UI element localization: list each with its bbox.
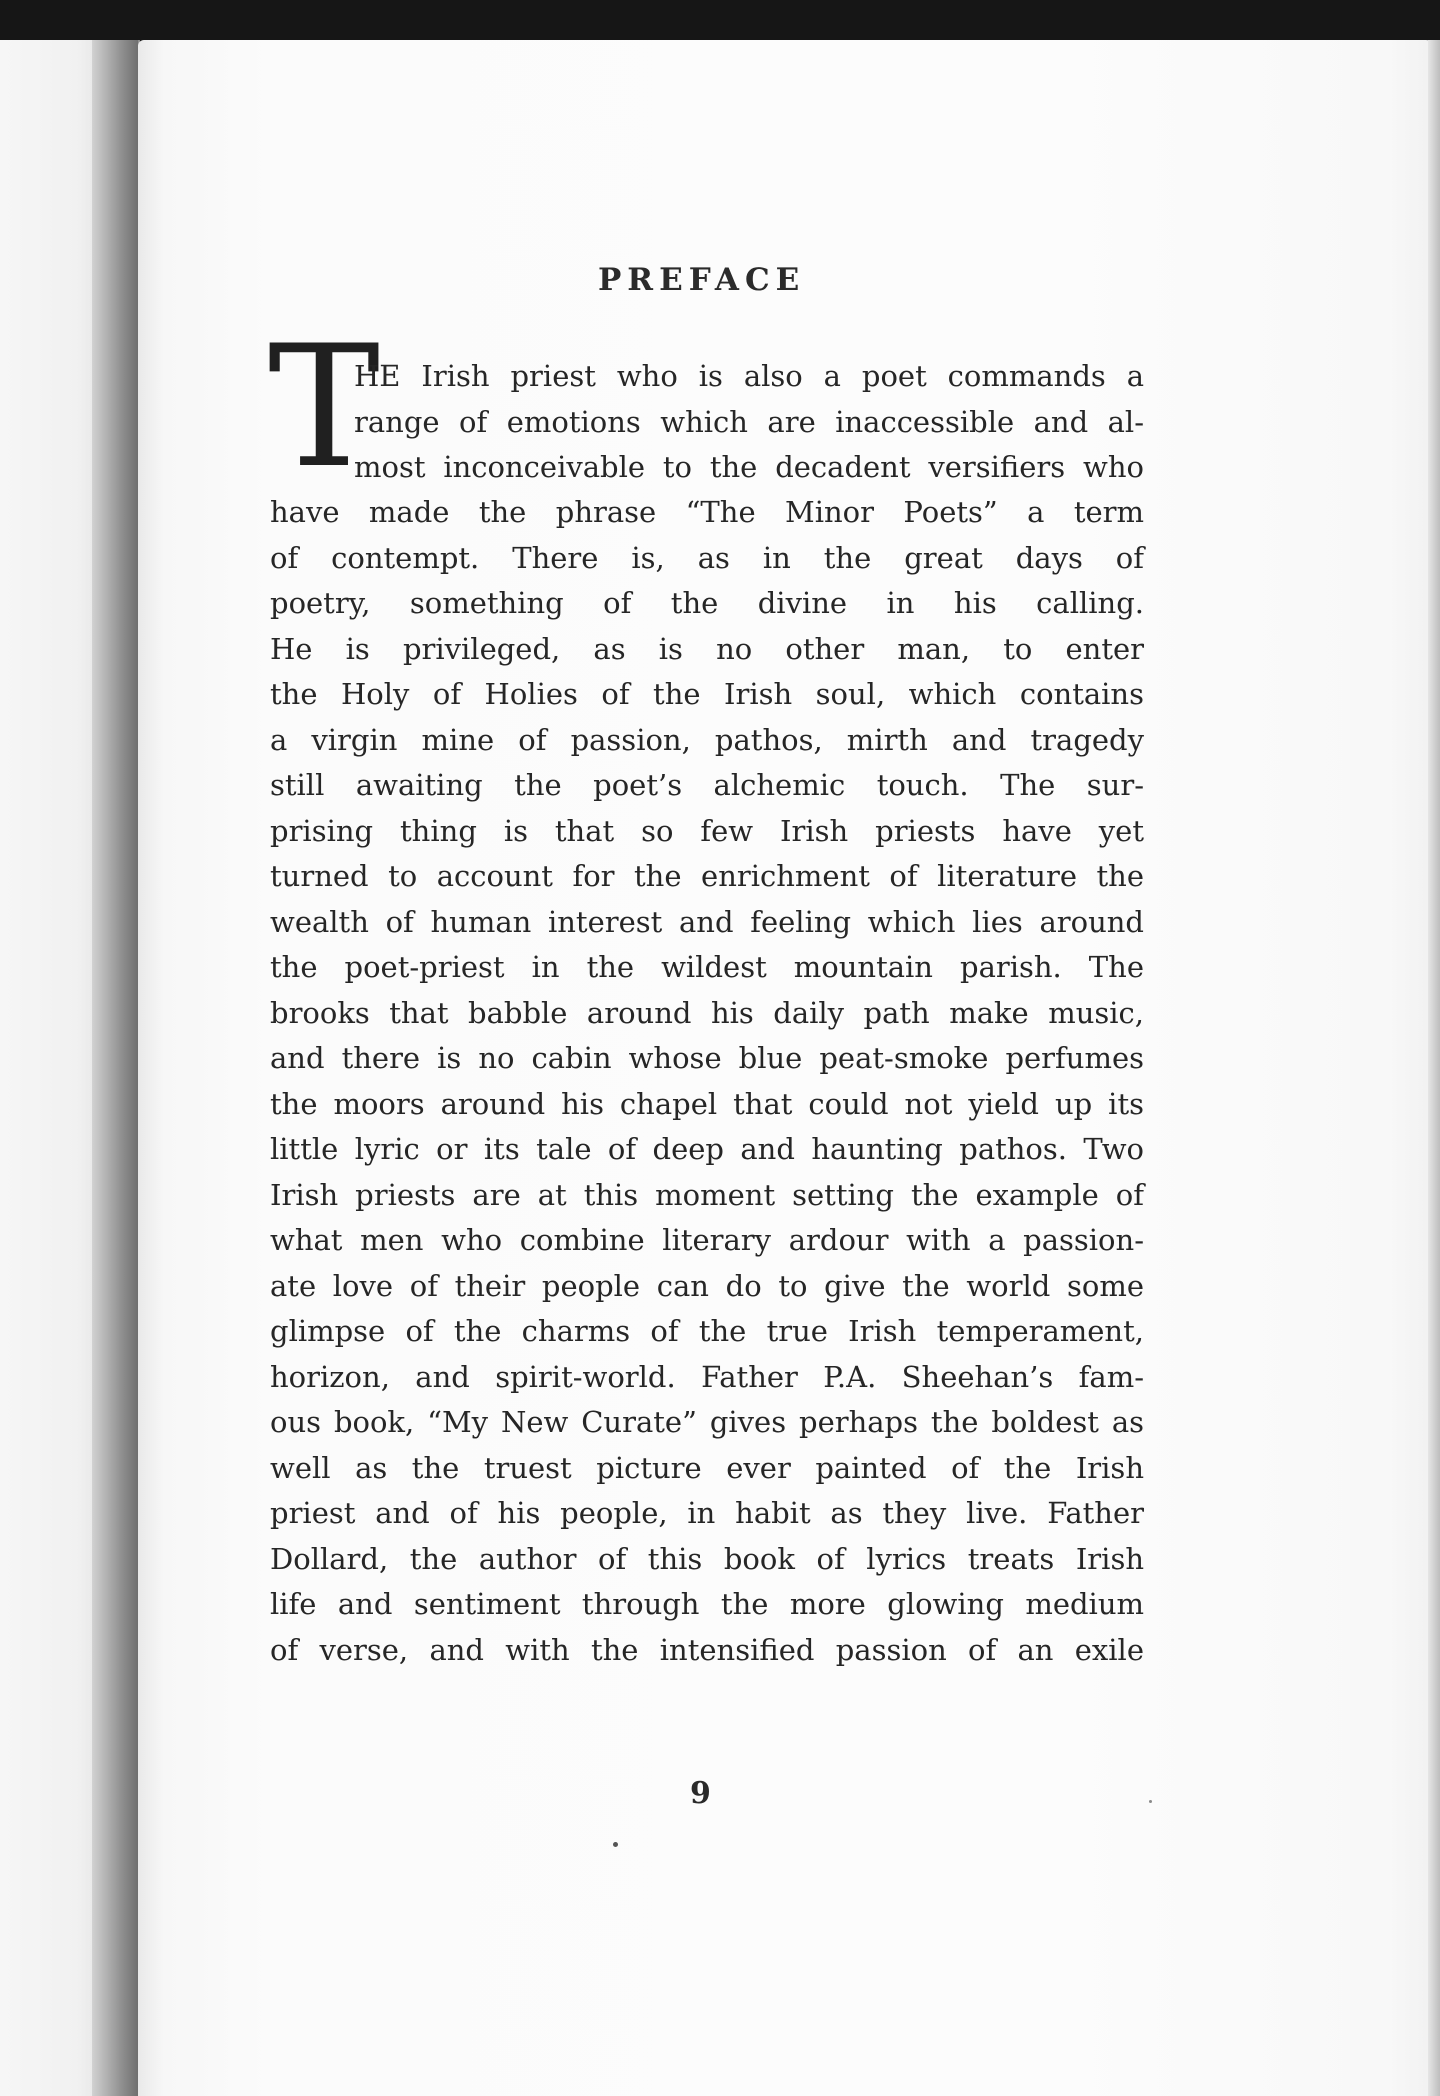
text-line: still awaiting the poet’s alchemic touch. The sur- [270, 768, 1144, 802]
text-line: brooks that babble around his daily path make music, [270, 995, 1144, 1030]
text-line: horizon, and spirit-world. Father P.A. Sheehan’s fam- [270, 1359, 1144, 1394]
text-line: well as the truest picture ever painted of the Irish [270, 1450, 1144, 1485]
text-line: what men who combine literary ardour with a passion- [270, 1223, 1144, 1257]
text-line: range of emotions which are inaccessible and al- [354, 404, 1144, 439]
scan-top-border [0, 0, 1440, 44]
text-line: little lyric or its tale of deep and haunting pathos. Two [270, 1132, 1144, 1166]
chapter-heading: PREFACE [598, 262, 806, 298]
text-line: He is privileged, as is no other man, to enter [270, 631, 1144, 666]
text-line: glimpse of the charms of the true Irish temperament, [270, 1314, 1144, 1348]
preface-body-text [270, 490, 1144, 1673]
text-line: Dollard, the author of this book of lyrics treats Irish [270, 1541, 1144, 1576]
text-line: ate love of their people can do to give the world some [270, 1268, 1144, 1303]
text-line: Irish priests are at this moment setting the example of [270, 1177, 1144, 1212]
dust-speck [1149, 1800, 1152, 1803]
text-line: of contempt. There is, as in the great days of [270, 540, 1144, 575]
dust-speck [613, 1842, 618, 1847]
book-gutter-shadow [92, 40, 138, 2096]
text-line: most inconceivable to the decadent versifiers who [354, 450, 1144, 484]
text-line: life and sentiment through the more glowing medium [270, 1587, 1144, 1621]
text-line: poetry, something of the divine in his calling. [270, 586, 1144, 620]
text-line: the moors around his chapel that could not yield up its [270, 1086, 1144, 1121]
text-line: have made the phrase “The Minor Poets” a term [270, 495, 1144, 529]
right-page-edge [1428, 40, 1440, 2096]
text-line: and there is no cabin whose blue peat-smoke perfumes [270, 1041, 1144, 1075]
text-line: turned to account for the enrichment of literature the [270, 859, 1144, 893]
text-line: priest and of his people, in habit as they live. Father [270, 1496, 1144, 1530]
drop-cap: T [268, 309, 381, 505]
text-line: a virgin mine of passion, pathos, mirth and tragedy [270, 722, 1144, 757]
text-line: the Holy of Holies of the Irish soul, which contains [270, 677, 1144, 711]
page-number: 9 [690, 1776, 711, 1811]
text-line: ous book, “My New Curate” gives perhaps the boldest as [270, 1405, 1144, 1439]
text-line: of verse, and with the intensified passion of an exile [270, 1632, 1144, 1667]
text-line: prising thing is that so few Irish priests have yet [270, 813, 1144, 848]
text-line: the poet-priest in the wildest mountain parish. The [270, 950, 1144, 984]
text-line: HE Irish priest who is also a poet commands a [354, 359, 1144, 393]
text-line: wealth of human interest and feeling which lies around [270, 904, 1144, 939]
opening-lines [354, 354, 1144, 491]
